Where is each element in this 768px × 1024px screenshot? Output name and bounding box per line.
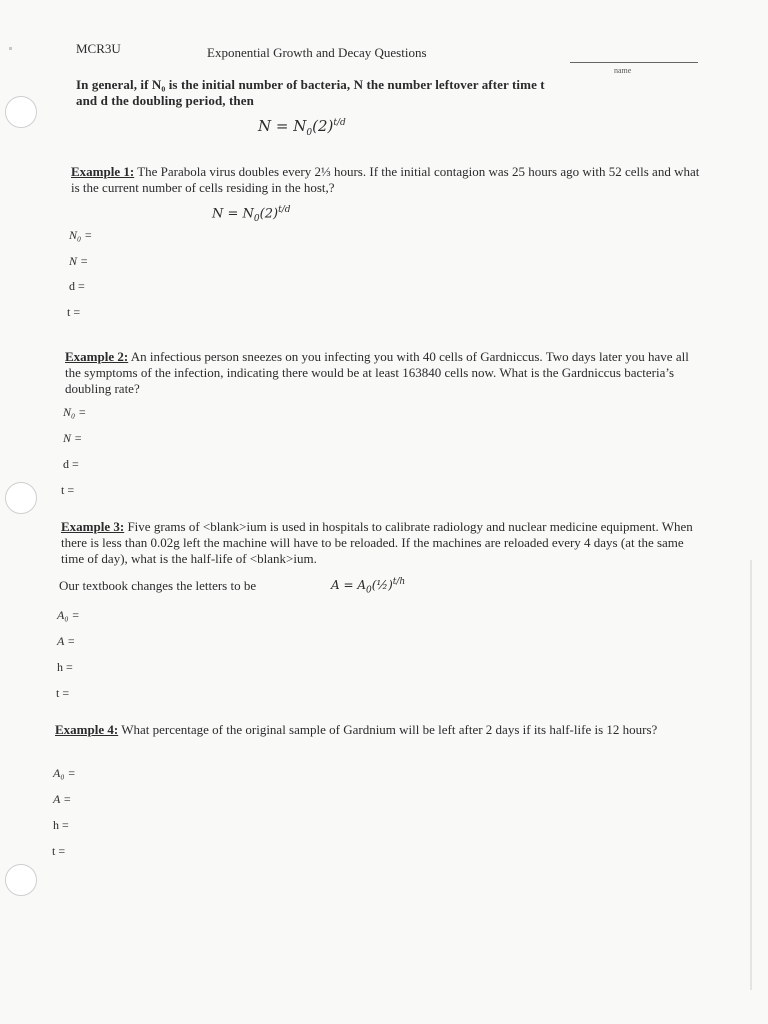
ex1-var-t: t = [67,305,81,319]
ex1-var-n: N = [69,254,89,268]
ex2-var-n0: N₀ = [63,405,87,419]
ex3-var-t: t = [56,686,70,700]
intro-line-2: and d the doubling period, then [76,93,254,108]
ex3-var-a: A = [57,634,76,648]
punch-hole-top [5,96,37,128]
punch-hole-bottom [5,864,37,896]
intro-formula: $N = N_0(2)^{t/d}$ [258,117,346,138]
example-4-label: Example 4: [55,722,119,737]
example-1-text [71,164,711,196]
textbook-note: Our textbook changes the letters to be [59,578,257,593]
example-4-question: What percentage of the original sample of Gardnium will be left after 2 days if its half-life is 12 hours? [121,722,658,737]
ex1-var-n0: N₀ = [69,228,93,242]
ex4-var-a0: A₀ = [53,766,76,780]
intro-line-1: In general, if N₀ is the initial number of bacteria, N the number leftover after time t [76,77,545,92]
example-2-label: Example 2: [65,349,129,364]
ex2-var-n: N = [63,431,83,445]
name-label: name [614,66,632,75]
example-3-formula: $A = A_0(\frac{1}{2})^{t/h}$ [331,577,406,596]
example-3-label: Example 3: [61,519,125,534]
example-2-question: An infectious person sneezes on you infecting you with 40 cells of Gardniccus. Two days later you have all the symptoms of the infection, indicating there would be at least 163840 cells now. What is the Gardniccus bacteria’s doubling rate? [65,349,689,396]
example-4-text [55,722,695,738]
punch-hole-middle [5,482,37,514]
worksheet-title: Exponential Growth and Decay Questions [207,45,427,60]
name-line [570,62,698,63]
ex4-var-t: t = [52,844,66,858]
ex3-var-a0: A₀ = [57,608,80,622]
example-1-formula: $N = N_0(2)^{t/d}$ [212,205,291,224]
example-1-question: The Parabola virus doubles every 2⅓ hours. If the initial contagion was 25 hours ago with 52 cells and what is the current number of cells residing in the host,? [71,164,700,195]
ex2-var-d: d = [63,457,79,471]
example-3-question: Five grams of <blank>ium is used in hospitals to calibrate radiology and nuclear medicine equipment. When there is less than 0.02g left the machine will have to be reloaded. If the machines are reloaded every 4 days (at the same time of day), what is the half-life of <blank>ium. [61,519,693,566]
ex4-var-a: A = [53,792,72,806]
ex2-var-t: t = [61,483,75,497]
example-1-label: Example 1: [71,164,135,179]
ex3-var-h: h = [57,660,73,674]
course-code: MCR3U [76,41,121,56]
ex4-var-h: h = [53,818,69,832]
example-3-text [61,519,701,567]
example-2-text [65,349,705,397]
scan-speck [9,47,12,50]
ex1-var-d: d = [69,279,85,293]
scan-edge-line [750,560,752,990]
